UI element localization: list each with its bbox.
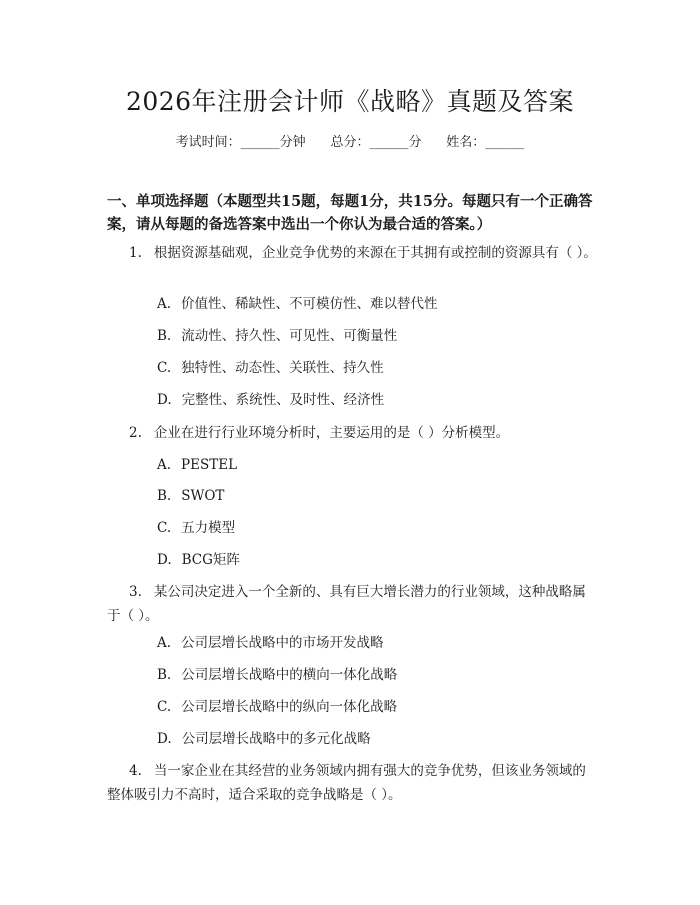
option-letter: D. (157, 731, 172, 747)
question-number: 2. (129, 425, 142, 441)
page-title: 2026年注册会计师《战略》真题及答案 (125, 87, 575, 116)
option-letter: B. (157, 667, 172, 683)
question-3-option-d (157, 729, 371, 749)
option-letter: C. (157, 360, 172, 376)
name-field: 姓名：______ (446, 135, 525, 150)
option-letter: B. (157, 328, 172, 344)
option-text: SWOT (181, 488, 225, 504)
option-text: 独特性、动态性、关联性、持久性 (181, 360, 384, 376)
question-2-option-a (157, 455, 237, 475)
question-3-option-c (157, 697, 397, 717)
option-text: 流动性、持久性、可见性、可衡量性 (181, 328, 398, 344)
question-1 (107, 241, 597, 265)
question-3-option-a (157, 633, 384, 653)
question-1-option-c (157, 358, 384, 378)
question-3-option-b (157, 665, 397, 685)
option-text: BCG矩阵 (181, 552, 240, 568)
total-score-field: 总分：______分 (330, 135, 422, 150)
question-text: 根据资源基础观，企业竞争优势的来源在于其拥有或控制的资源具有（ ）。 (153, 245, 597, 261)
option-text: 五力模型 (181, 520, 236, 536)
option-letter: B. (157, 488, 172, 504)
option-letter: C. (157, 699, 172, 715)
question-2-option-c (157, 518, 235, 538)
exam-time-field: 考试时间：______分钟 (175, 135, 306, 150)
question-2-option-d (157, 550, 240, 570)
option-letter: A. (157, 457, 172, 473)
question-text: 企业在进行行业环境分析时，主要运用的是（ ）分析模型。 (153, 425, 510, 441)
question-1-option-b (157, 326, 397, 346)
option-text: 公司层增长战略中的纵向一体化战略 (181, 699, 398, 715)
option-text: 公司层增长战略中的横向一体化战略 (181, 667, 398, 683)
option-text: 价值性、稀缺性、不可模仿性、难以替代性 (181, 296, 438, 312)
option-text: PESTEL (181, 457, 238, 473)
option-text: 公司层增长战略中的多元化战略 (181, 731, 371, 747)
question-text: 某公司决定进入一个全新的、具有巨大增长潜力的行业领域，这种战略属于（ ）。 (107, 584, 586, 624)
section-heading: 一、单项选择题（本题型共15题，每题1分，共15分。每题只有一个正确答案，请从每题的备选答案中选出一个你认为最合适的答案。） (107, 193, 593, 233)
question-1-option-a (157, 294, 438, 314)
question-number: 4. (129, 763, 142, 779)
question-text: 当一家企业在其经营的业务领域内拥有强大的竞争优势，但该业务领域的整体吸引力不高时，适合采取的竞争战略是（ ）。 (107, 763, 586, 803)
question-number: 3. (129, 584, 142, 600)
question-2-option-b (157, 486, 224, 506)
option-text: 公司层增长战略中的市场开发战略 (181, 635, 384, 651)
option-letter: C. (157, 520, 172, 536)
exam-info-line (0, 131, 700, 150)
question-number: 1. (129, 245, 142, 261)
option-text: 完整性、系统性、及时性、经济性 (181, 392, 385, 408)
option-letter: D. (157, 392, 172, 408)
option-letter: A. (157, 635, 172, 651)
question-2 (107, 421, 597, 445)
question-4 (107, 759, 597, 807)
option-letter: A. (157, 296, 172, 312)
option-letter: D. (157, 552, 172, 568)
question-3 (107, 580, 597, 628)
question-1-option-d (157, 390, 384, 410)
